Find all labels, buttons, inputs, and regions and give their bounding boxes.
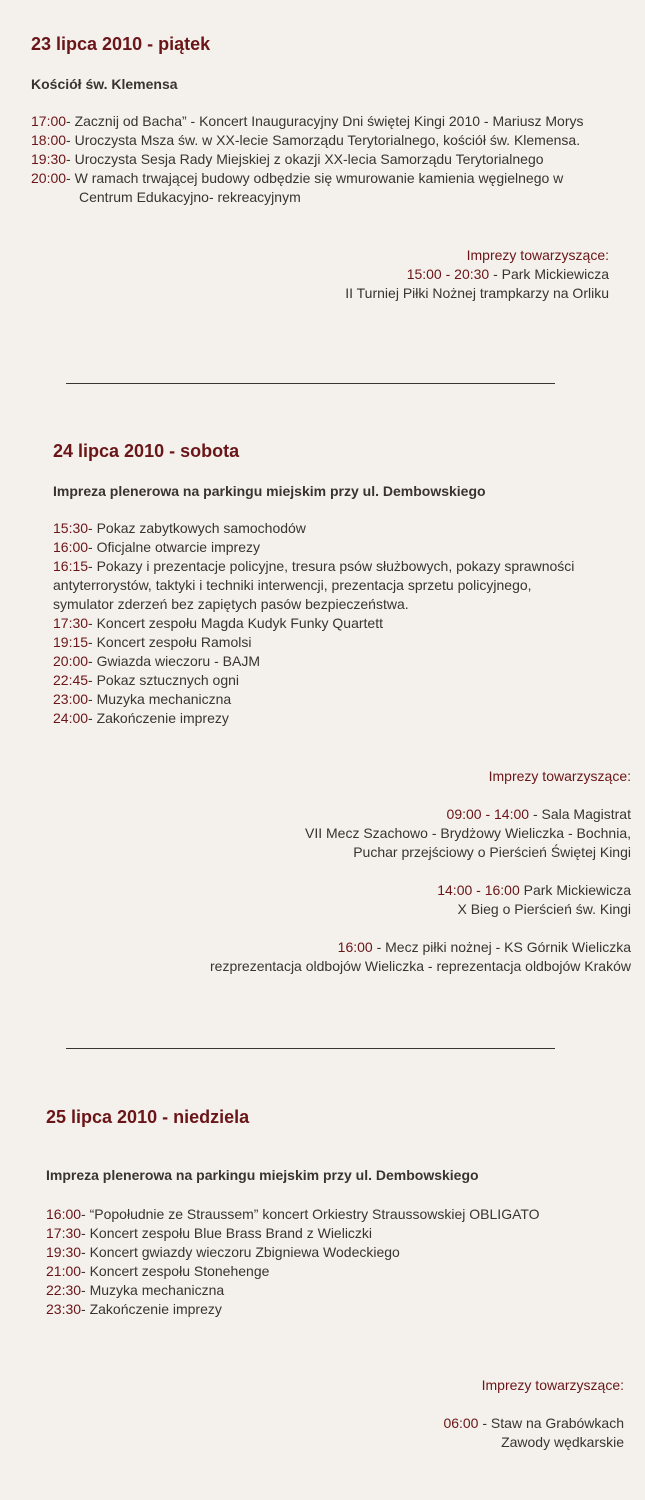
section-divider: [66, 1048, 555, 1049]
schedule-item: [31, 169, 583, 188]
item-time: 24:00: [53, 710, 89, 726]
schedule-item: [46, 1205, 540, 1224]
side-event-line: [345, 265, 609, 284]
schedule-item: [46, 1300, 540, 1319]
section-divider: [66, 383, 555, 384]
day1-title: 23 lipca 2010 - piątek: [31, 34, 211, 54]
side-event-time: 16:00: [337, 939, 373, 955]
side-event-line: [443, 1414, 624, 1433]
item-time: 19:30: [31, 151, 67, 167]
item-text: - Koncert gwiazdy wieczoru Zbigniewa Wodeckiego: [81, 1244, 400, 1260]
schedule-item: [53, 671, 574, 690]
side-event-line: [210, 938, 631, 957]
side-event-desc: rezprezentacja oldbojów Wieliczka - reprezentacja oldbojów Kraków: [210, 958, 631, 974]
side-event-time: 06:00: [443, 1415, 479, 1431]
item-time: 23:30: [46, 1301, 82, 1317]
item-text: - Muzyka mechaniczna: [88, 691, 232, 707]
item-text-continuation: antyterrorystów, taktyki i techniki interwencji, prezentacja sprzetu policyjnego,: [53, 577, 532, 593]
item-text: - Pokaz sztucznych ogni: [88, 672, 240, 688]
item-text: - Zakończenie imprezy: [81, 1301, 222, 1317]
day2-venue: Impreza plenerowa na parkingu miejskim przy ul. Dembowskiego: [53, 483, 486, 499]
item-time: 23:00: [53, 691, 89, 707]
schedule-item: [53, 652, 574, 671]
side-event-place: - Park Mickiewicza: [489, 266, 609, 282]
day3-schedule: [46, 1205, 540, 1319]
item-text: - Muzyka mechaniczna: [81, 1282, 225, 1298]
day2-side-event-1: [305, 805, 631, 862]
item-text: - W ramach trwającej budowy odbędzie się wmurowanie kamienia węgielnego w: [66, 170, 564, 186]
item-time: 17:30: [53, 615, 89, 631]
day1-venue: Kościół św. Klemensa: [31, 76, 178, 92]
item-time: 20:00: [53, 653, 89, 669]
schedule-item: [46, 1281, 540, 1300]
item-text: - Oficjalne otwarcie imprezy: [88, 539, 260, 555]
item-time: 22:45: [53, 672, 89, 688]
schedule-item: [46, 1262, 540, 1281]
item-time: 15:30: [53, 520, 89, 536]
day2-side-event-3: [210, 938, 631, 976]
schedule-item: [46, 1224, 540, 1243]
day2-side-heading: Imprezy towarzyszące:: [488, 768, 631, 784]
item-text: - Koncert zespołu Magda Kudyk Funky Quartett: [88, 615, 383, 631]
side-event-desc: X Bieg o Pierścień św. Kingi: [457, 901, 631, 917]
side-event-time: 14:00 - 16:00: [437, 882, 520, 898]
side-event-desc: II Turniej Piłki Nożnej trampkarzy na Orliku: [345, 285, 609, 301]
item-text: - Uroczysta Sesja Rady Miejskiej z okazji XX-lecia Samorządu Terytorialnego: [66, 151, 544, 167]
day2-title: 24 lipca 2010 - sobota: [53, 441, 240, 461]
side-event-place: - Mecz piłki nożnej - KS Górnik Wieliczka: [372, 939, 631, 955]
item-time: 20:00: [31, 170, 67, 186]
schedule-item: [53, 690, 574, 709]
item-text: - Gwiazda wieczoru - BAJM: [88, 653, 260, 669]
schedule-item: [53, 538, 574, 557]
item-time: 18:00: [31, 132, 67, 148]
schedule-item: [31, 112, 583, 131]
item-text-continuation: symulator zderzeń bez zapiętych pasów bezpieczeństwa.: [53, 596, 409, 612]
day1-side-events: [345, 246, 609, 303]
item-time: 22:30: [46, 1282, 82, 1298]
item-text: - Uroczysta Msza św. w XX-lecie Samorządu Terytorialnego, kościół św. Klemensa.: [66, 132, 581, 148]
item-time: 17:30: [46, 1225, 82, 1241]
side-events-heading: Imprezy towarzyszące:: [466, 247, 609, 263]
side-event-line: [437, 881, 631, 900]
side-event-time: 15:00 - 20:30: [406, 266, 490, 282]
item-time: 16:15: [53, 558, 89, 574]
schedule-item: [53, 614, 574, 633]
day3-venue: Impreza plenerowa na parkingu miejskim przy ul. Dembowskiego: [46, 1167, 479, 1183]
schedule-item: [53, 709, 574, 728]
side-event-line: [305, 805, 631, 824]
day3-side-event: [443, 1414, 624, 1452]
day1-schedule: [31, 112, 583, 207]
item-text-continuation: Centrum Edukacyjno- rekreacyjnym: [79, 189, 301, 205]
item-time: 17:00: [31, 113, 67, 129]
day3-title: 25 lipca 2010 - niedziela: [46, 1107, 250, 1127]
schedule-item: [31, 150, 583, 169]
schedule-item: [53, 519, 574, 538]
item-text: - Koncert zespołu Stonehenge: [81, 1263, 270, 1279]
item-text: - Zakończenie imprezy: [88, 710, 229, 726]
day2-schedule: [53, 519, 574, 728]
item-time: 19:15: [53, 634, 89, 650]
item-text: - Pokazy i prezentacje policyjne, tresura psów służbowych, pokazy sprawności: [88, 558, 575, 574]
item-time: 21:00: [46, 1263, 82, 1279]
item-text: - Koncert zespołu Blue Brass Brand z Wieliczki: [81, 1225, 373, 1241]
side-event-place: - Sala Magistrat: [529, 806, 631, 822]
day3-side-heading: Imprezy towarzyszące:: [481, 1377, 624, 1393]
schedule-item: [31, 131, 583, 150]
side-event-desc: Puchar przejściowy o Pierścień Świętej Kingi: [353, 844, 631, 860]
side-event-desc: Zawody wędkarskie: [501, 1434, 624, 1450]
schedule-item: [46, 1243, 540, 1262]
side-event-place: Park Mickiewicza: [519, 882, 631, 898]
item-text: - Zacznij od Bacha” - Koncert Inauguracyjny Dni świętej Kingi 2010 - Mariusz Morys: [66, 113, 584, 129]
item-time: 16:00: [53, 539, 89, 555]
side-event-place: - Staw na Grabówkach: [478, 1415, 624, 1431]
schedule-item: [53, 557, 574, 576]
side-event-desc: VII Mecz Szachowo - Brydżowy Wieliczka - Bochnia,: [305, 825, 631, 841]
item-time: 16:00: [46, 1206, 82, 1222]
item-text: - Pokaz zabytkowych samochodów: [88, 520, 306, 536]
side-event-time: 09:00 - 14:00: [446, 806, 530, 822]
item-text: - “Popołudnie ze Straussem” koncert Orkiestry Straussowskiej OBLIGATO: [81, 1206, 540, 1222]
item-text: - Koncert zespołu Ramolsi: [88, 634, 252, 650]
day2-side-event-2: [437, 881, 631, 919]
item-time: 19:30: [46, 1244, 82, 1260]
schedule-item: [53, 633, 574, 652]
